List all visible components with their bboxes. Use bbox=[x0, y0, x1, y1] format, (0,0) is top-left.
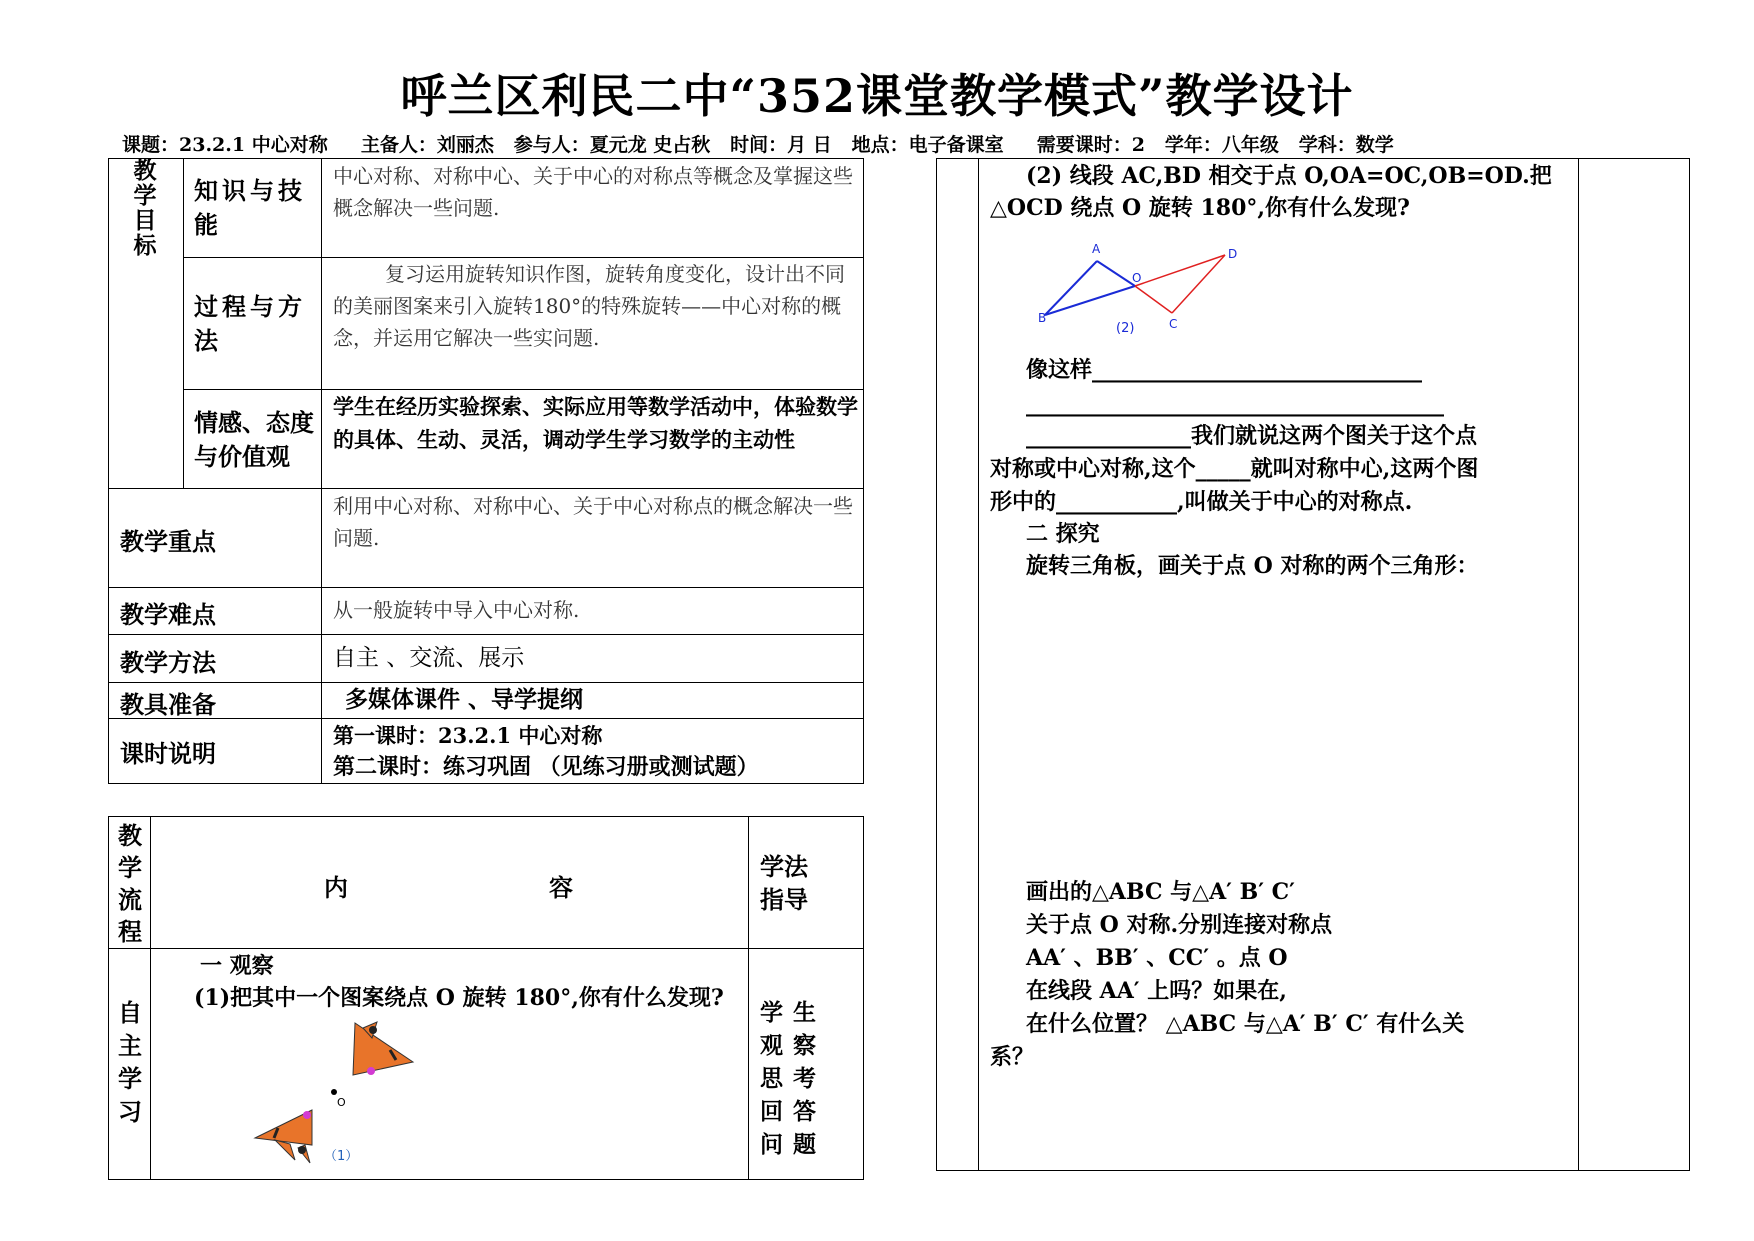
process-label: 过程与方法 bbox=[194, 292, 306, 355]
header-topic: 课题：23.2.1 中心对称 bbox=[122, 134, 328, 156]
triangle-oab bbox=[1045, 261, 1135, 315]
header-hours: 需要课时：2 bbox=[1036, 134, 1145, 156]
goals-label: 教学目标 bbox=[133, 157, 157, 259]
explore-paragraph-4: 在线段 AA′ 上吗？如果在, bbox=[1026, 978, 1287, 1004]
stage-label: 自主学习 bbox=[118, 998, 142, 1126]
fill-line-5: 形中的___________,叫做关于中心的对称点. bbox=[990, 489, 1413, 515]
key-points-label: 教学重点 bbox=[120, 527, 216, 556]
difficulties-label: 教学难点 bbox=[120, 600, 216, 629]
periods-line2: 第二课时：练习巩固 （见练习册或测试题） bbox=[333, 754, 759, 780]
emotion-text: 学生在经历实验探索、实际应用等数学活动中，体验数学的具体、生动、灵活，调动学生学习数学的主动性 bbox=[333, 394, 858, 452]
emotion-label: 情感、态度与价值观 bbox=[194, 408, 314, 471]
fig2-label-a: A bbox=[1092, 242, 1101, 256]
center-point-o bbox=[331, 1089, 337, 1095]
figure-1 bbox=[250, 1020, 440, 1170]
lower-orange-triangle bbox=[255, 1110, 312, 1163]
fill-line-2: ______________________________________ bbox=[1026, 391, 1444, 417]
fig2-label-o: O bbox=[1132, 271, 1142, 285]
header-time: 时间：月 日 bbox=[730, 134, 832, 156]
methods-label: 教学方法 bbox=[120, 648, 216, 677]
figure-2 bbox=[1030, 238, 1250, 338]
fig1-caption: （1） bbox=[324, 1149, 359, 1164]
tools-text: 多媒体课件 、导学提纲 bbox=[345, 686, 584, 713]
explore-paragraph-6: 系？ bbox=[990, 1044, 1035, 1070]
tools-label: 教具准备 bbox=[120, 690, 216, 719]
explore-paragraph-5: 在什么位置？ △ABC 与△A′ B′ C′ 有什么关 bbox=[1026, 1011, 1465, 1037]
difficulties-text: 从一般旋转中导入中心对称. bbox=[333, 598, 580, 622]
question-2-line2: △OCD 绕点 O 旋转 180°,你有什么发现? bbox=[990, 195, 1410, 221]
content-header-1: 内 bbox=[324, 873, 348, 902]
triangle-ocd bbox=[1135, 255, 1225, 313]
fill-line-4: 对称或中心对称,这个_____就叫对称中心,这两个图 bbox=[990, 456, 1479, 482]
observe-heading: 一 观察 bbox=[200, 953, 274, 979]
explore-paragraph-1: 画出的△ABC 与△A′ B′ C′ bbox=[1026, 879, 1295, 905]
fig1-center-label: O bbox=[337, 1096, 346, 1109]
knowledge-label: 知识与技能 bbox=[194, 176, 306, 239]
process-text: 复习运用旋转知识作图，旋转角度变化，设计出不同的美丽图案来引入旋转180°的特殊旋转——中心对称的概念，并运用它解决一些实问题. bbox=[333, 262, 845, 350]
explore-paragraph-3: AA′ 、BB′ 、CC′ 。点 O bbox=[1026, 945, 1288, 971]
question-2-line1: (2) 线段 AC,BD 相交于点 O,OA=OC,OB=OD.把 bbox=[1026, 163, 1552, 189]
guide-header: 学法指导 bbox=[760, 852, 808, 914]
guide-text: 学生观察思考回答问题 bbox=[760, 999, 826, 1158]
periods-line1: 第一课时：23.2.1 中心对称 bbox=[333, 723, 603, 748]
periods-label: 课时说明 bbox=[120, 739, 216, 768]
explore-paragraph-2: 关于点 O 对称.分别连接对称点 bbox=[1026, 912, 1333, 938]
header-participants: 参与人：夏元龙 史占秋 bbox=[513, 134, 711, 156]
header-grade: 学年：八年级 bbox=[1164, 134, 1279, 156]
explore-text: 旋转三角板，画关于点 O 对称的两个三角形： bbox=[1026, 553, 1479, 579]
header-location: 地点：电子备课室 bbox=[851, 134, 1004, 156]
fill-line-3: _______________我们就说这两个图关于这个点 bbox=[1026, 423, 1478, 449]
fig2-label-b: B bbox=[1038, 311, 1047, 325]
flow-label: 教学流程 bbox=[118, 821, 142, 946]
methods-text: 自主 、交流、展示 bbox=[333, 645, 525, 671]
header-info bbox=[122, 130, 1394, 157]
fill-line-1: 像这样______________________________ bbox=[1026, 357, 1423, 383]
header-preparer: 主备人：刘丽杰 bbox=[360, 134, 494, 156]
upper-orange-triangle bbox=[353, 1022, 413, 1075]
fig2-label-c: C bbox=[1169, 317, 1178, 331]
explore-heading: 二 探究 bbox=[1026, 521, 1100, 547]
key-points-text: 利用中心对称、对称中心、关于中心对称点的概念解决一些问题. bbox=[333, 494, 853, 550]
content-header-2: 容 bbox=[549, 873, 573, 902]
fig2-label-d: D bbox=[1228, 247, 1238, 261]
page-title: 呼兰区利民二中“352课堂教学模式”教学设计 bbox=[400, 69, 1354, 123]
knowledge-text: 中心对称、对称中心、关于中心的对称点等概念及掌握这些概念解决一些问题. bbox=[333, 164, 853, 220]
question-1: (1)把其中一个图案绕点 O 旋转 180°,你有什么发现? bbox=[194, 985, 724, 1011]
fig2-caption: (2) bbox=[1116, 321, 1135, 336]
header-subject: 学科：数学 bbox=[1298, 134, 1394, 156]
